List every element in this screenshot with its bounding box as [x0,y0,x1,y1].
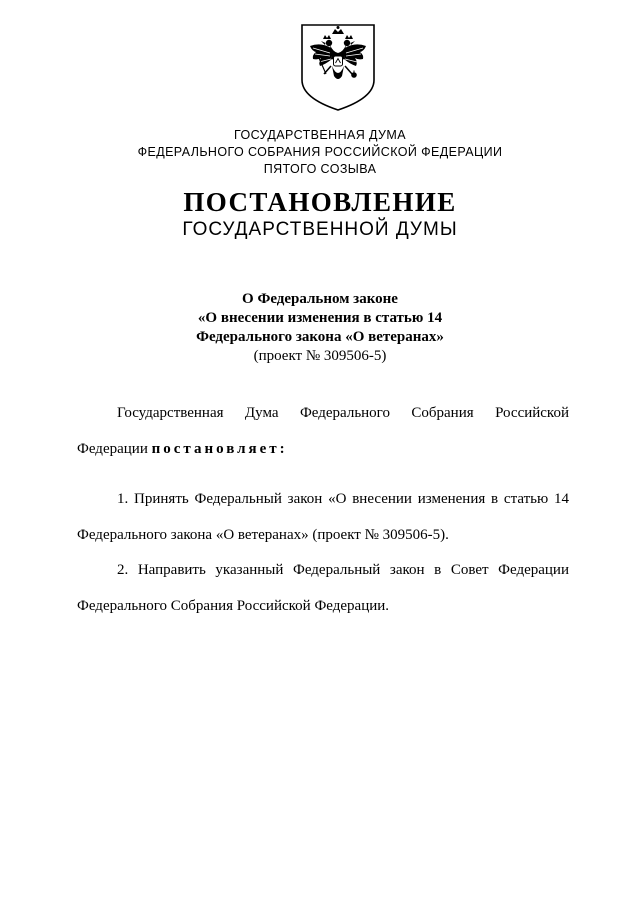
coat-of-arms-emblem [299,22,377,112]
item-2-line-1 [77,561,569,579]
item-1-line-2 [77,526,569,544]
document-type-title: ПОСТАНОВЛЕНИЕ [183,187,457,217]
preamble-line-1 [77,404,569,422]
preamble-text-2: Федерации [77,441,152,457]
issuer-header [0,127,640,178]
item-1-text-1: 1. Принять Федеральный закон «О внесении изменения в статью 14 [117,491,569,507]
subject-line-2: «О внесении изменения в статью 14 [197,310,443,326]
item-1-line-1 [77,490,569,508]
header-line-assembly: ФЕДЕРАЛЬНОГО СОБРАНИЯ РОССИЙСКОЙ ФЕДЕРАЦИИ [137,145,503,159]
item-1-text-2: Федерального закона «О ветеранах» (проект № 309506-5). [77,527,449,543]
preamble-line-2 [77,440,569,458]
resolution-subject [0,290,640,366]
subject-line-3: Федерального закона «О ветеранах» [196,329,444,345]
header-line-convocation: ПЯТОГО СОЗЫВА [263,162,377,176]
header-line-duma: ГОСУДАРСТВЕННАЯ ДУМА [234,128,406,142]
subject-line-1: О Федеральном законе [242,291,398,307]
preamble-verb: постановляет: [151,441,288,457]
document-issuer-title: ГОСУДАРСТВЕННОЙ ДУМЫ [182,219,458,240]
subject-draft-number: (проект № 309506-5) [253,348,387,364]
item-2-line-2 [77,597,569,615]
preamble-text-1: Государственная Дума Федерального Собрания Российской [117,405,569,421]
item-2-text-1: 2. Направить указанный Федеральный закон в Совет Федерации [117,562,569,578]
item-2-text-2: Федерального Собрания Российской Федерации. [77,598,390,614]
